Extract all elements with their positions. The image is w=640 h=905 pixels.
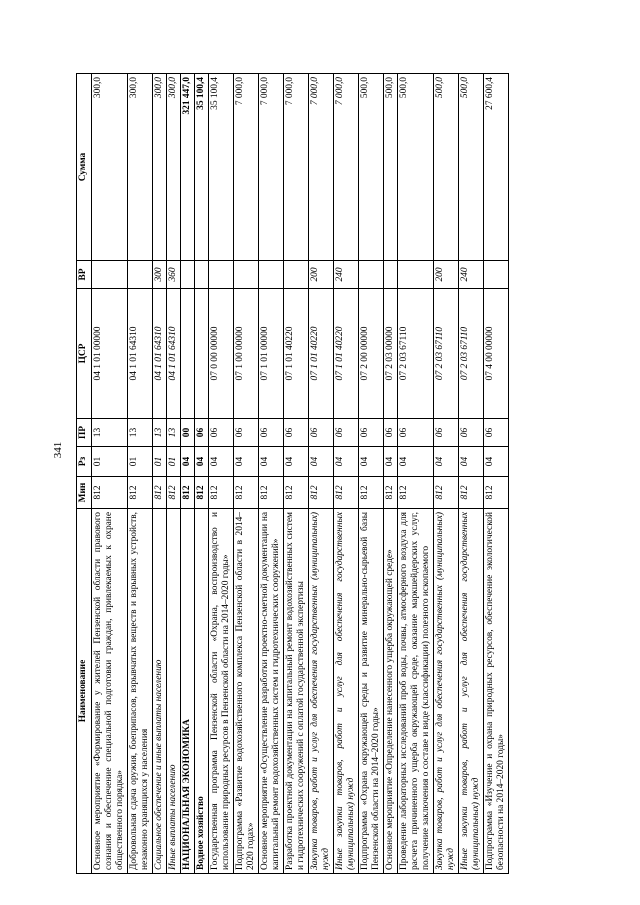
cell-sum: 300,0 <box>128 74 153 261</box>
cell-csr: 07 4 00 00000 <box>484 289 509 419</box>
cell-vr: 240 <box>334 261 359 289</box>
table-row <box>398 74 434 874</box>
cell-csr: 07 0 00 00000 <box>209 289 234 419</box>
cell-csr: 04 1 01 64310 <box>167 289 181 419</box>
table-row <box>153 74 167 874</box>
table-row <box>334 74 359 874</box>
rotated-page <box>76 74 636 874</box>
cell-csr: 07 2 03 67110 <box>459 289 484 419</box>
cell-min: 812 <box>484 477 509 509</box>
cell-csr: 07 2 00 00000 <box>359 289 384 419</box>
cell-name: Основное мероприятие «Осуществление разработки проектно-сметной документации на капитальный ремонт водохозяйственных систем и гидротехнических сооружений» <box>259 509 284 874</box>
cell-sum: 35 100,4 <box>195 74 209 261</box>
cell-vr <box>398 261 434 289</box>
cell-min: 812 <box>181 477 195 509</box>
cell-min: 812 <box>167 477 181 509</box>
cell-name: Разработка проектной документации на капитальный ремонт водохозяйственных систем и гидротехнических сооружений с оплатой государственной экспертизы <box>284 509 309 874</box>
cell-vr <box>181 261 195 289</box>
cell-sum: 321 447,0 <box>181 74 195 261</box>
cell-csr <box>181 289 195 419</box>
cell-min: 812 <box>309 477 334 509</box>
cell-name: Подпрограмма «Развитие водохозяйственного комплекса Пензенской области в 2014–2020 годах» <box>234 509 259 874</box>
cell-rz: 04 <box>195 447 209 477</box>
cell-name: Основное мероприятие «Определение нанесенного ущерба окружающей среде» <box>384 509 398 874</box>
cell-vr <box>128 261 153 289</box>
cell-vr: 300 <box>153 261 167 289</box>
cell-pr: 06 <box>209 419 234 447</box>
cell-rz: 01 <box>92 447 128 477</box>
table-row <box>284 74 309 874</box>
cell-pr: 06 <box>284 419 309 447</box>
cell-vr: 360 <box>167 261 181 289</box>
cell-vr <box>195 261 209 289</box>
cell-min: 812 <box>334 477 359 509</box>
cell-name: Подпрограмма «Охрана окружающей среды и развитие минерально-сырьевой базы Пензенской области на 2014–2020 годы» <box>359 509 384 874</box>
cell-pr: 06 <box>259 419 284 447</box>
header-pr: ПР <box>77 419 92 447</box>
cell-rz: 04 <box>334 447 359 477</box>
cell-sum: 500,0 <box>459 74 484 261</box>
cell-rz: 04 <box>209 447 234 477</box>
cell-name: Иные выплаты населению <box>167 509 181 874</box>
cell-vr <box>92 261 128 289</box>
cell-sum: 7 000,0 <box>234 74 259 261</box>
cell-min: 812 <box>434 477 459 509</box>
cell-min: 812 <box>398 477 434 509</box>
cell-csr: 04 1 01 64310 <box>153 289 167 419</box>
cell-vr <box>359 261 384 289</box>
table-row <box>209 74 234 874</box>
cell-pr: 06 <box>384 419 398 447</box>
cell-pr: 06 <box>234 419 259 447</box>
cell-pr: 13 <box>128 419 153 447</box>
cell-vr: 200 <box>434 261 459 289</box>
cell-csr: 04 1 01 64310 <box>128 289 153 419</box>
cell-name: Закупка товаров, работ и услуг для обеспечения государственных (муниципальных) нужд <box>434 509 459 874</box>
cell-rz: 01 <box>153 447 167 477</box>
table-row <box>309 74 334 874</box>
header-csr: ЦСР <box>77 289 92 419</box>
table-row <box>181 74 195 874</box>
cell-min: 812 <box>92 477 128 509</box>
table-row <box>234 74 259 874</box>
cell-rz: 04 <box>384 447 398 477</box>
cell-sum: 500,0 <box>398 74 434 261</box>
cell-vr <box>384 261 398 289</box>
cell-name: Добровольная сдача оружия, боеприпасов, взрывчатых веществ и взрывных устройств, незаконно хранящихся у населения <box>128 509 153 874</box>
cell-min: 812 <box>284 477 309 509</box>
header-rz: Рз <box>77 447 92 477</box>
table-row <box>484 74 509 874</box>
cell-vr <box>234 261 259 289</box>
cell-sum: 7 000,0 <box>259 74 284 261</box>
cell-sum: 7 000,0 <box>334 74 359 261</box>
cell-name: Социальное обеспечение и иные выплаты населению <box>153 509 167 874</box>
cell-rz: 04 <box>434 447 459 477</box>
cell-pr: 13 <box>153 419 167 447</box>
cell-sum: 27 600,4 <box>484 74 509 261</box>
cell-csr: 07 1 01 40220 <box>334 289 359 419</box>
cell-sum: 500,0 <box>359 74 384 261</box>
cell-vr <box>259 261 284 289</box>
page-number: 341 <box>52 441 64 459</box>
cell-sum: 500,0 <box>434 74 459 261</box>
cell-min: 812 <box>259 477 284 509</box>
cell-vr <box>209 261 234 289</box>
cell-vr: 200 <box>309 261 334 289</box>
cell-sum: 500,0 <box>384 74 398 261</box>
cell-min: 812 <box>384 477 398 509</box>
table-row <box>434 74 459 874</box>
cell-min: 812 <box>359 477 384 509</box>
table-body <box>92 74 509 874</box>
table-row <box>359 74 384 874</box>
cell-name: Проведение лабораторных исследований проб воды, почвы, атмосферного воздуха для расчета причиненного ущерба окружающей среде, оказание маркшейдерских услуг, получение заключения о составе и виде (классификации) полезного ископаемого <box>398 509 434 874</box>
table-row <box>195 74 209 874</box>
cell-vr <box>284 261 309 289</box>
cell-rz: 04 <box>359 447 384 477</box>
cell-name: НАЦИОНАЛЬНАЯ ЭКОНОМИКА <box>181 509 195 874</box>
cell-csr: 07 1 01 00000 <box>259 289 284 419</box>
cell-min: 812 <box>128 477 153 509</box>
table-header-row <box>77 74 92 874</box>
cell-name: Подпрограмма «Изучение и охрана природных ресурсов, обеспечение экологической безопасности на 2014–2020 годы» <box>484 509 509 874</box>
cell-name: Иные закупки товаров, работ и услуг для обеспечения государственных (муниципальных) нужд <box>459 509 484 874</box>
table-row <box>92 74 128 874</box>
cell-vr: 240 <box>459 261 484 289</box>
cell-csr: 07 2 03 67110 <box>434 289 459 419</box>
cell-sum: 300,0 <box>167 74 181 261</box>
cell-sum: 7 000,0 <box>284 74 309 261</box>
cell-name: Водное хозяйство <box>195 509 209 874</box>
cell-csr: 07 2 03 67110 <box>398 289 434 419</box>
table-row <box>384 74 398 874</box>
cell-pr: 06 <box>195 419 209 447</box>
cell-csr: 07 1 00 00000 <box>234 289 259 419</box>
cell-pr: 06 <box>398 419 434 447</box>
cell-pr: 06 <box>359 419 384 447</box>
cell-csr: 07 1 01 40220 <box>309 289 334 419</box>
cell-pr: 06 <box>309 419 334 447</box>
cell-min: 812 <box>195 477 209 509</box>
header-min: Мин <box>77 477 92 509</box>
cell-name: Основное мероприятие «Формирование у жителей Пензенской области правового сознания и обеспечение специальной подготовки граждан, привлекаемых к охране общественного порядка» <box>92 509 128 874</box>
cell-rz: 04 <box>234 447 259 477</box>
cell-rz: 04 <box>284 447 309 477</box>
cell-sum: 300,0 <box>153 74 167 261</box>
cell-sum: 35 100,4 <box>209 74 234 261</box>
cell-csr <box>195 289 209 419</box>
cell-pr: 06 <box>334 419 359 447</box>
table-row <box>167 74 181 874</box>
cell-sum: 300,0 <box>92 74 128 261</box>
cell-rz: 04 <box>459 447 484 477</box>
cell-rz: 04 <box>259 447 284 477</box>
header-vr: ВР <box>77 261 92 289</box>
cell-name: Государственная программа Пензенской области «Охрана, воспроизводство и использование природных ресурсов в Пензенской области на 2014–2020 годы» <box>209 509 234 874</box>
cell-csr: 07 2 03 00000 <box>384 289 398 419</box>
cell-rz: 04 <box>484 447 509 477</box>
cell-min: 812 <box>459 477 484 509</box>
table-row <box>459 74 484 874</box>
cell-pr: 13 <box>167 419 181 447</box>
header-name: Наименование <box>77 509 92 874</box>
cell-csr: 07 1 01 40220 <box>284 289 309 419</box>
cell-pr: 06 <box>484 419 509 447</box>
table-row <box>259 74 284 874</box>
cell-min: 812 <box>153 477 167 509</box>
cell-min: 812 <box>234 477 259 509</box>
cell-sum: 7 000,0 <box>309 74 334 261</box>
cell-vr <box>484 261 509 289</box>
cell-min: 812 <box>209 477 234 509</box>
cell-pr: 00 <box>181 419 195 447</box>
cell-rz: 01 <box>167 447 181 477</box>
header-sum: Сумма <box>77 74 92 261</box>
cell-pr: 06 <box>459 419 484 447</box>
cell-rz: 04 <box>309 447 334 477</box>
table-row <box>128 74 153 874</box>
cell-rz: 04 <box>398 447 434 477</box>
cell-name: Закупка товаров, работ и услуг для обеспечения государственных (муниципальных) нужд <box>309 509 334 874</box>
cell-csr: 04 1 01 00000 <box>92 289 128 419</box>
cell-name: Иные закупки товаров, работ и услуг для обеспечения государственных (муниципальных) нужд <box>334 509 359 874</box>
budget-table <box>76 73 509 874</box>
cell-rz: 04 <box>181 447 195 477</box>
cell-rz: 01 <box>128 447 153 477</box>
cell-pr: 06 <box>434 419 459 447</box>
cell-pr: 13 <box>92 419 128 447</box>
